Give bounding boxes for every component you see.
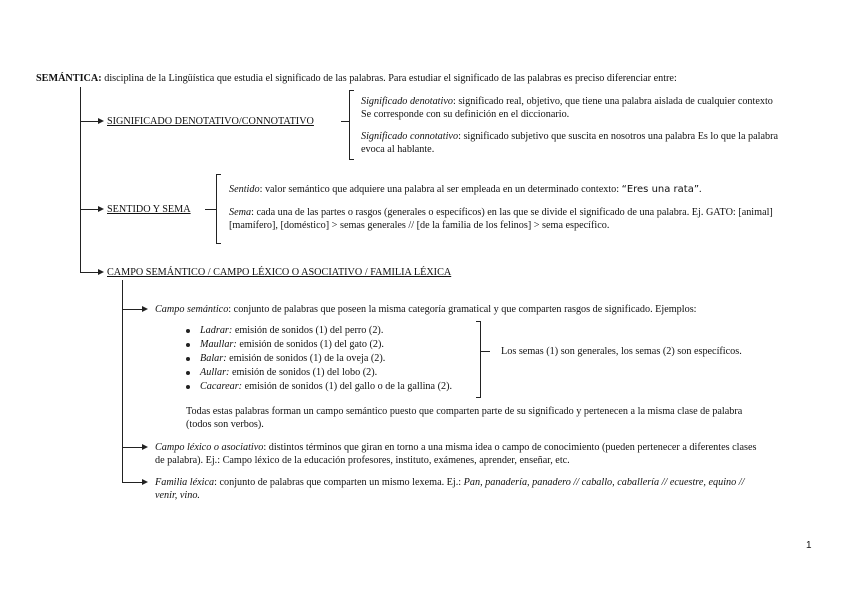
sub-arrow-head-3 — [142, 479, 148, 485]
intro-term: SEMÁNTICA: — [36, 73, 102, 84]
example-term: Aullar: — [200, 367, 230, 378]
bracket-connector-2 — [205, 209, 216, 210]
arrow-line-1 — [80, 121, 98, 122]
campo-lexico-text-2: de palabra). Ej.: Campo léxico de la educación profesores, instituto, exámenes, aprender, enseñar, etc. — [155, 455, 570, 466]
summary-paragraph — [186, 405, 742, 431]
sema-text: : cada una de las partes o rasgos (generales o específicos) en las que se divide el significado de una palabra. Ej. GATO: [animal] — [251, 207, 773, 218]
familia-lexica-term: Familia léxica — [155, 477, 215, 488]
campo-lexico-text: : distintos términos que giran en torno a una misma idea o campo de conocimiento (pueden pertenecer a diferentes clases — [263, 442, 757, 453]
page-number: 1 — [806, 540, 812, 551]
bracket-examples — [476, 321, 481, 398]
semas-note: Los semas (1) son generales, los semas (2) son específicos. — [501, 346, 742, 357]
intro-text: disciplina de la Lingüística que estudia el significado de las palabras. Para estudiar el significado de las palabras es preciso diferenciar entre: — [101, 73, 677, 84]
example-term: Ladrar: — [200, 325, 233, 336]
main-tree-line — [80, 87, 81, 272]
sub-arrow-head-2 — [142, 444, 148, 450]
sub-arrow-line-2 — [122, 447, 142, 448]
arrow-head-3 — [98, 269, 104, 275]
sub-arrow-head-1 — [142, 306, 148, 312]
example-term: Maullar: — [200, 339, 237, 350]
sentido-def — [229, 183, 702, 196]
connotativo-def — [361, 130, 778, 156]
familia-lexica-examples-2: venir, vino. — [155, 490, 200, 501]
example-text: emisión de sonidos (1) del perro (2). — [232, 325, 384, 336]
sema-def — [229, 206, 773, 232]
example-term: Balar: — [200, 353, 227, 364]
example-text: emisión de sonidos (1) del gato (2). — [236, 339, 384, 350]
list-item — [186, 352, 486, 366]
arrow-line-2 — [80, 209, 98, 210]
section2-heading: SENTIDO Y SEMA — [107, 204, 191, 215]
sentido-term: Sentido — [229, 184, 260, 195]
connotativo-text: : significado subjetivo que suscita en nosotros una palabra Es lo que la palabra — [458, 131, 779, 142]
campo-semantico-term: Campo semántico — [155, 304, 229, 315]
familia-lexica-text: : conjunto de palabras que comparten un mismo lexema. Ej.: — [214, 477, 464, 488]
bracket-2 — [216, 174, 221, 244]
summary-text-2: (todos son verbos). — [186, 419, 264, 430]
sentido-end: . — [699, 184, 702, 195]
connotativo-text-2: evoca al hablante. — [361, 144, 435, 155]
arrow-line-3 — [80, 272, 98, 273]
section3-heading: CAMPO SEMÁNTICO / CAMPO LÉXICO O ASOCIATIVO / FAMILIA LÉXICA — [107, 267, 452, 278]
list-item — [186, 380, 486, 394]
sentido-text: : valor semántico que adquiere una palabra al ser empleada en un determinado contexto: — [259, 184, 622, 195]
campo-semantico-text: : conjunto de palabras que poseen la misma categoría gramatical y que comparten rasgos de significado. Ejemplos: — [228, 304, 697, 315]
bullet-icon — [186, 329, 190, 333]
campo-semantico-def — [155, 303, 696, 316]
sema-term: Sema — [229, 207, 252, 218]
campo-lexico-term: Campo léxico o asociativo — [155, 442, 264, 453]
bullet-icon — [186, 343, 190, 347]
example-term: Cacarear: — [200, 381, 243, 392]
sub-arrow-line-3 — [122, 482, 142, 483]
campo-lexico-def — [155, 441, 756, 467]
examples-list — [186, 324, 486, 394]
denotativo-text: : significado real, objetivo, que tiene una palabra aislada de cualquier contexto — [452, 96, 773, 107]
list-item — [186, 366, 486, 380]
example-text: emisión de sonidos (1) del gallo o de la gallina (2). — [242, 381, 453, 392]
denotativo-def — [361, 95, 773, 121]
arrow-head-2 — [98, 206, 104, 212]
bullet-icon — [186, 385, 190, 389]
sub-tree-line — [122, 280, 123, 482]
familia-lexica-def — [155, 476, 744, 502]
intro-paragraph — [36, 72, 836, 85]
example-text: emisión de sonidos (1) del lobo (2). — [229, 367, 378, 378]
summary-text: Todas estas palabras forman un campo semántico puesto que comparten parte de su significado y pertenecen a la misma clase de palabra — [186, 406, 743, 417]
sentido-quote: “Eres una rata” — [621, 184, 700, 195]
bracket-connector-1 — [341, 121, 349, 122]
connotativo-term: Significado connotativo — [361, 131, 459, 142]
sema-text-2: [mamífero], [doméstico] > semas generales // [de la familia de los felinos] > sema específico. — [229, 220, 610, 231]
sub-arrow-line-1 — [122, 309, 142, 310]
denotativo-text-2: Se corresponde con su definición en el diccionario. — [361, 109, 570, 120]
arrow-head-1 — [98, 118, 104, 124]
familia-lexica-examples: Pan, panadería, panadero // caballo, caballería // ecuestre, equino // — [463, 477, 745, 488]
list-item — [186, 324, 486, 338]
bullet-icon — [186, 357, 190, 361]
list-item — [186, 338, 486, 352]
bracket-1 — [349, 90, 354, 160]
section1-heading: SIGNIFICADO DENOTATIVO/CONNOTATIVO — [107, 116, 314, 127]
denotativo-term: Significado denotativo — [361, 96, 453, 107]
example-text: emisión de sonidos (1) de la oveja (2). — [226, 353, 386, 364]
bullet-icon — [186, 371, 190, 375]
bracket-connector-3 — [481, 351, 490, 352]
